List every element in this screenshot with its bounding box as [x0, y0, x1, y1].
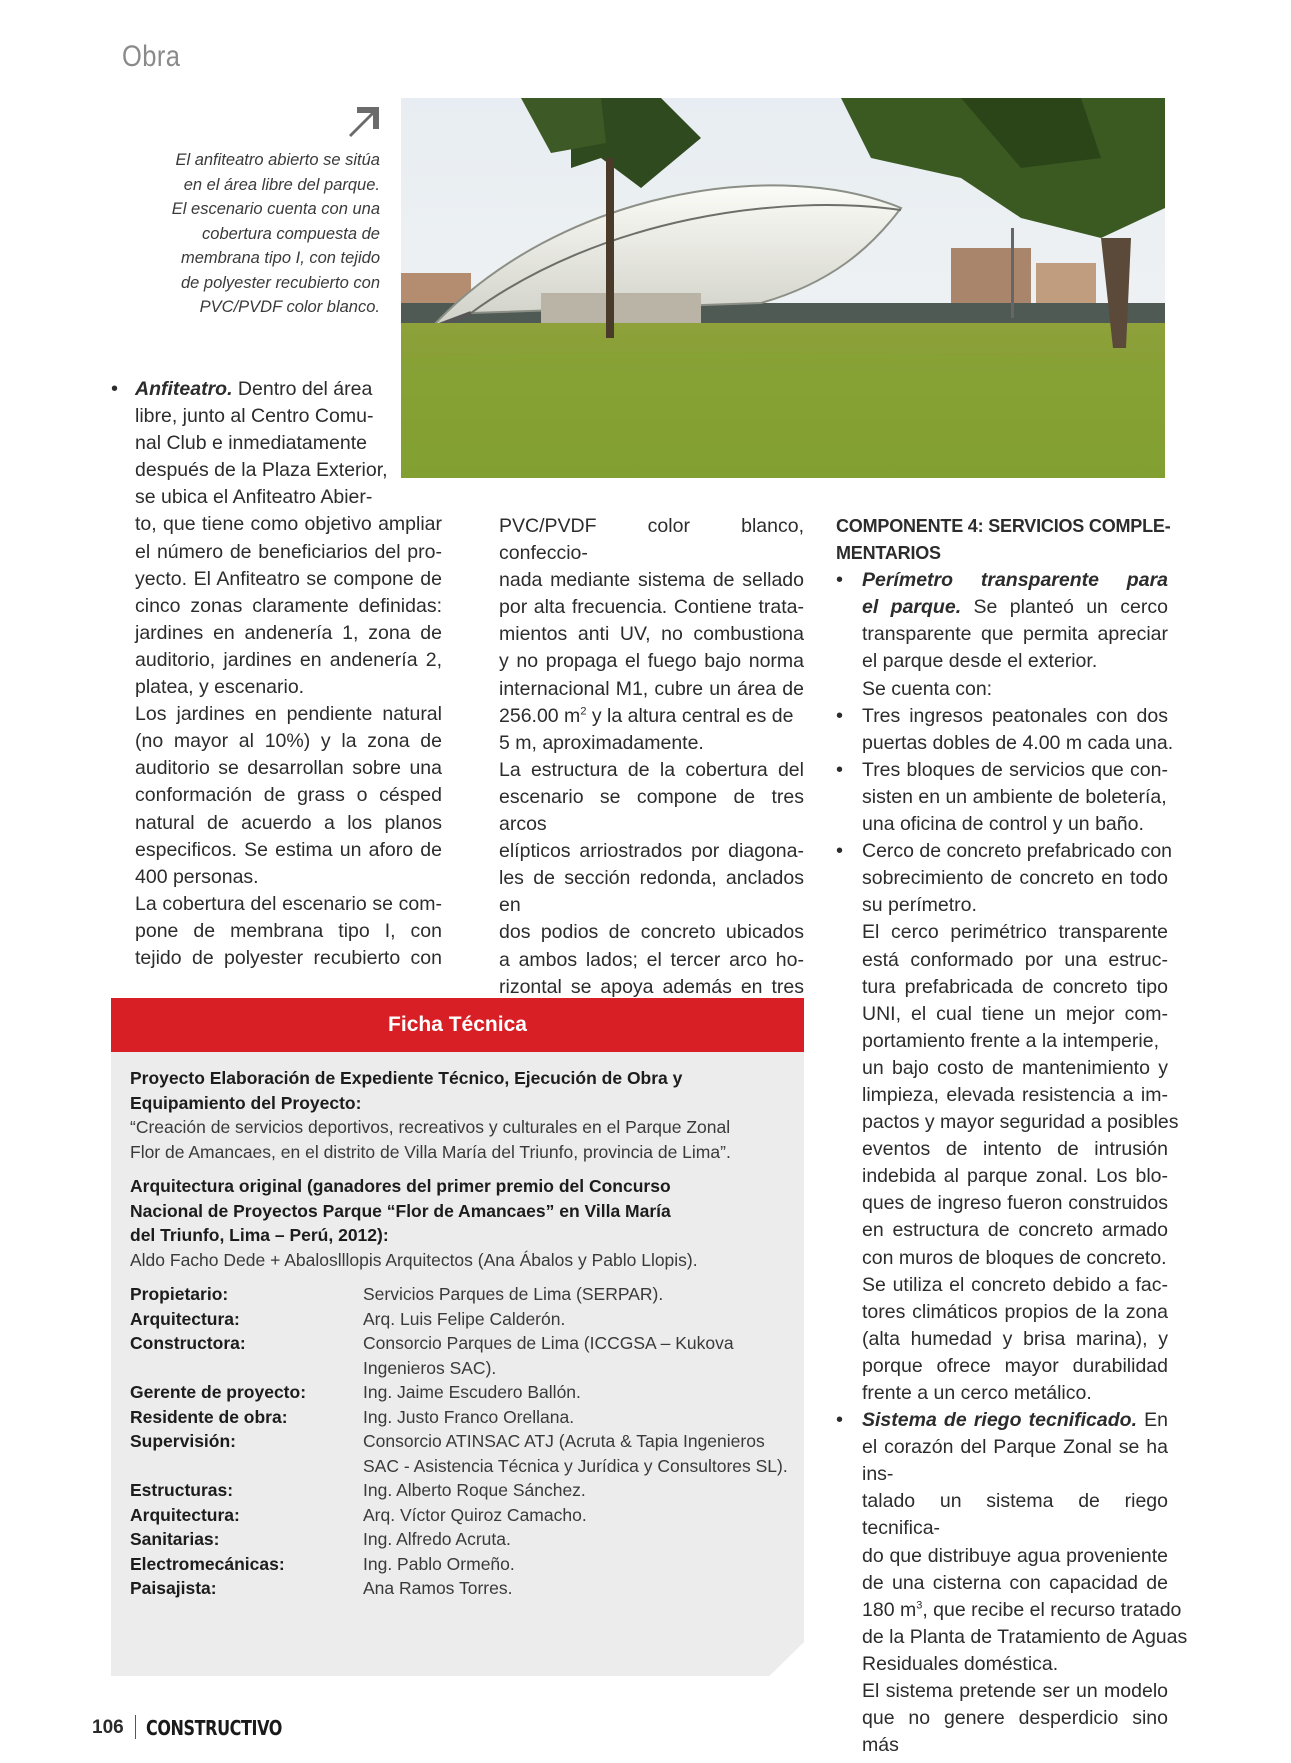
row-key: Estructuras:: [130, 1480, 234, 1500]
term-anfiteatro: Anfiteatro.: [135, 378, 233, 400]
text-line: libre, junto al Centro Comu-: [135, 405, 374, 428]
spacer: [130, 1164, 790, 1174]
text-line: pactos y mayor seguridad a posibles: [862, 1111, 1179, 1134]
row-value: Consorcio Parques de Lima (ICCGSA – Kukova Ingenieros SAC).: [363, 1333, 734, 1378]
bullet-ingresos: [836, 703, 1174, 757]
ficha-row: [130, 1380, 790, 1405]
ficha-tecnica-title: Ficha Técnica: [111, 998, 804, 1052]
row-value: Ana Ramos Torres.: [363, 1578, 513, 1598]
row-key: Electromecánicas:: [130, 1553, 285, 1574]
text: Se planteó un cerco: [961, 596, 1168, 619]
text-line: tejido de polyester recubierto con: [135, 946, 442, 969]
text-line: La cobertura del escenario se com-: [135, 892, 442, 915]
row-key: Propietario:: [130, 1284, 229, 1304]
text-line: [862, 594, 1168, 621]
text-line: to, que tiene como objetivo ampliar: [135, 513, 442, 536]
arq-original-label: Nacional de Proyectos Parque “Flor de Amancaes” en Villa María: [130, 1200, 671, 1221]
row-key: Arquitectura:: [130, 1308, 240, 1329]
column-3-text: [836, 513, 1188, 1759]
ficha-row: [130, 1307, 790, 1332]
text-line: Tres bloques de servicios que con-: [862, 758, 1168, 781]
text-line: con muros de bloques de concreto.: [862, 1246, 1167, 1269]
row-key: Paisajista:: [130, 1578, 217, 1598]
text-line: su perímetro.: [862, 894, 977, 917]
text-line: y no propaga el fuego bajo norma: [499, 650, 804, 673]
ficha-row: [130, 1527, 790, 1552]
project-text: “Creación de servicios deportivos, recreativos y culturales en el Parque Zonal: [130, 1117, 731, 1137]
text-line: les de sección redonda, anclados en: [499, 867, 804, 917]
ficha-row: [130, 1478, 790, 1503]
term-riego: Sistema de riego tecnificado.: [862, 1409, 1137, 1432]
text-line: limpieza, elevada resistencia a im-: [862, 1083, 1168, 1106]
row-value: Ing. Pablo Ormeño.: [363, 1553, 515, 1574]
term-text: el parque.: [862, 596, 962, 619]
bullet-cerco: [836, 838, 1179, 1407]
text-line: 5 m, aproximadamente.: [499, 731, 704, 754]
text-line: el corazón del Parque Zonal se ha ins-: [862, 1436, 1168, 1486]
text-line: dos podios de concreto ubicados: [499, 921, 804, 944]
bullet-dot: •: [836, 1409, 844, 1432]
text-line: una oficina de control y un baño.: [862, 813, 1144, 836]
text-line: UNI, el cual tiene un mejor com-: [862, 1002, 1168, 1025]
text-line: sisten en un ambiente de boletería,: [862, 785, 1167, 808]
section-heading: MENTARIOS: [836, 543, 941, 564]
row-value: Ing. Jaime Escudero Ballón.: [363, 1382, 581, 1402]
text-line: Se utiliza el concreto debido a fac-: [862, 1273, 1168, 1296]
project-label: Equipamiento del Proyecto:: [130, 1092, 362, 1113]
text-line: yecto. El Anfiteatro se compone de: [135, 567, 442, 590]
text-line: tura prefabricada de concreto tipo: [862, 975, 1168, 998]
row-key: Sanitarias:: [130, 1529, 220, 1549]
text-line: tores climáticos propios de la zona: [862, 1300, 1168, 1323]
project-label: Proyecto Elaboración de Expediente Técnico, Ejecución de Obra y: [130, 1068, 683, 1088]
photo-caption: [140, 148, 380, 320]
text-line: especificos. Se estima un aforo de: [135, 838, 442, 861]
ficha-row: [130, 1405, 790, 1430]
text-line: 400 personas.: [135, 865, 259, 888]
page-number: 106: [92, 1717, 124, 1738]
bullet-dot: •: [836, 569, 844, 592]
text-line: (no mayor al 10%) y la zona de: [135, 730, 442, 753]
text-line: se ubica el Anfiteatro Abier-: [135, 486, 373, 509]
term-perimetro: [862, 567, 1168, 594]
bullet-bloques: [836, 757, 1168, 838]
text-line: El sistema pretende ser un modelo: [862, 1680, 1168, 1703]
text-line: auditorio, jardines en andenería 2,: [135, 648, 442, 671]
bullet-dot: •: [836, 758, 844, 781]
section-heading: COMPONENTE 4: SERVICIOS COMPLE-: [836, 516, 1171, 536]
text-line: rizontal se apoya además en tres: [499, 975, 804, 998]
row-value: Servicios Parques de Lima (SERPAR).: [363, 1284, 664, 1304]
text-line: Tres ingresos peatonales con dos: [862, 704, 1168, 727]
text-line: ques de ingreso fueron construidos: [862, 1192, 1168, 1215]
text-line: El cerco perimétrico transparente: [862, 921, 1168, 944]
text-line: cinco zonas claramente definidas:: [135, 594, 442, 617]
row-value: Ing. Justo Franco Orellana.: [363, 1406, 575, 1427]
text-line-area: [499, 703, 804, 730]
arq-original-label: del Triunfo, Lima – Perú, 2012):: [130, 1225, 389, 1245]
text-line: sobrecimiento de concreto en todo: [862, 867, 1168, 890]
caption-line: cobertura compuesta de: [202, 224, 380, 243]
text-line: [862, 1407, 1168, 1434]
row-key: Residente de obra:: [130, 1406, 288, 1427]
text-line: el número de beneficiarios del pro-: [135, 540, 442, 563]
bullet-riego: [836, 1407, 1188, 1759]
column-1-text: [111, 376, 442, 972]
term-text: Perímetro transparente para: [862, 569, 1168, 592]
ficha-row: [130, 1576, 790, 1601]
text-line: escenario se compone de tres arcos: [499, 785, 804, 836]
bullet-dot: •: [836, 840, 844, 863]
text-line: platea, y escenario.: [135, 676, 305, 699]
text-line: conformación de grass o césped: [135, 784, 442, 807]
text-line: internacional M1, cubre un área de: [499, 677, 804, 700]
row-key: Gerente de proyecto:: [130, 1382, 307, 1402]
arq-original-label: Arquitectura original (ganadores del primer premio del Concurso: [130, 1176, 671, 1196]
text-line: porque ofrece mayor durabilidad: [862, 1354, 1168, 1377]
arq-original-text: Aldo Facho Dede + Abaloslllopis Arquitectos (Ana Ábalos y Pablo Llopis).: [130, 1249, 698, 1270]
project-text: Flor de Amancaes, en el distrito de Villa María del Triunfo, provincia de Lima”.: [130, 1141, 731, 1162]
ficha-tecnica-body: [130, 1066, 790, 1601]
text: Dentro del área: [232, 378, 373, 400]
row-value: Ing. Alfredo Acruta.: [363, 1529, 511, 1549]
footer-divider: [135, 1715, 136, 1739]
text-line: de la Planta de Tratamiento de Aguas: [862, 1625, 1188, 1648]
text-line: indebida al parque zonal. Los blo-: [862, 1165, 1168, 1188]
text-line: eventos de intento de intrusión: [862, 1138, 1168, 1161]
ficha-row: [130, 1282, 790, 1307]
row-value: Arq. Luis Felipe Calderón.: [363, 1308, 566, 1329]
text-line: Los jardines en pendiente natural: [135, 703, 442, 726]
caption-line: El anfiteatro abierto se sitúa: [175, 151, 380, 169]
text-line: después de la Plaza Exterior,: [135, 459, 388, 482]
text-line: puertas dobles de 4.00 m cada una.: [862, 731, 1174, 754]
spacer: [130, 1272, 790, 1282]
text-line: está conformado por una estruc-: [862, 948, 1168, 971]
text-line: transparente que permita apreciar: [862, 623, 1168, 646]
text-line: que no genere desperdicio sino más: [862, 1707, 1168, 1757]
text-line: Cerco de concreto prefabricado con: [862, 840, 1173, 863]
bullet-perimetro: [836, 567, 1168, 702]
text-line: portamiento frente a la intemperie,: [862, 1029, 1159, 1052]
bullet-dot: •: [111, 378, 119, 400]
text-line: mientos anti UV, no combustiona: [499, 623, 804, 646]
text-line: un bajo costo de mantenimiento y: [862, 1056, 1168, 1079]
ficha-row: [130, 1552, 790, 1577]
amphitheater-photo: [401, 98, 1165, 478]
ficha-row: [130, 1331, 790, 1380]
caption-line: membrana tipo I, con tejido: [180, 249, 380, 267]
column-2-text: [499, 513, 804, 1055]
text: En: [1137, 1409, 1168, 1432]
text-line: de una cisterna con capacidad de: [862, 1571, 1168, 1594]
text-line: Se cuenta con:: [862, 677, 993, 700]
row-value: Consorcio ATINSAC ATJ (Acruta & Tapia Ingenieros SAC - Asistencia Técnica y Jurídica y Consultores SL).: [363, 1431, 788, 1476]
row-key: Arquitectura:: [130, 1504, 240, 1525]
row-key: Supervisión:: [130, 1431, 236, 1451]
text-line: el parque desde el exterior.: [862, 650, 1098, 673]
text-line: nada mediante sistema de sellado: [499, 569, 804, 592]
text-line: a ambos lados; el tercer arco ho-: [499, 948, 804, 971]
magazine-brand: CONSTRUCTIVO: [146, 1716, 282, 1740]
text-line: por alta frecuencia. Contiene trata-: [499, 596, 804, 619]
ficha-row: [130, 1503, 790, 1528]
caption-line: El escenario cuenta con una: [171, 200, 380, 218]
arrow-up-right-icon: [345, 103, 383, 141]
ficha-row: [130, 1429, 790, 1478]
bullet-first-line: [135, 376, 442, 403]
text-line: en estructura de concreto armado: [862, 1219, 1168, 1242]
text-line: do que distribuye agua proveniente: [862, 1544, 1168, 1567]
text-line: auditorio se desarrollan sobre una: [135, 757, 442, 780]
volume-value: 180 m: [862, 1598, 917, 1621]
text-line: natural de acuerdo a los planos: [135, 811, 442, 834]
text-line: PVC/PVDF color blanco, confeccio-: [499, 515, 804, 565]
text-line: talado un sistema de riego tecnifica-: [862, 1490, 1168, 1540]
text-line: Residuales doméstica.: [862, 1652, 1059, 1675]
text-line: (alta humedad y brisa marina), y: [862, 1327, 1168, 1350]
text-line-volume: [862, 1597, 1182, 1624]
row-value: Arq. Víctor Quiroz Camacho.: [363, 1504, 587, 1525]
area-superscript: 2: [580, 705, 587, 718]
caption-line: de polyester recubierto con: [180, 273, 380, 292]
ficha-rows: [130, 1282, 790, 1601]
text-line: nal Club e inmediatamente: [135, 432, 367, 455]
area-value: 256.00 m: [499, 704, 581, 727]
text-line: pone de membrana tipo I, con: [135, 919, 442, 942]
area-rest: y la altura central es de: [586, 704, 794, 727]
section-label: Obra: [122, 40, 181, 73]
text-line: La estructura de la cobertura del: [499, 758, 804, 781]
row-value: Ing. Alberto Roque Sánchez.: [363, 1480, 586, 1500]
bullet-dot: •: [836, 704, 844, 727]
caption-line: en el área libre del parque.: [183, 175, 380, 194]
row-key: Constructora:: [130, 1333, 246, 1353]
caption-line: PVC/PVDF color blanco.: [199, 298, 380, 316]
volume-superscript: 3: [916, 1599, 923, 1612]
volume-rest: , que recibe el recurso tratado: [922, 1598, 1182, 1621]
text-line: jardines en andenería 1, zona de: [135, 621, 442, 644]
text-line: elípticos arriostrados por diagona-: [499, 840, 804, 863]
text-line: frente a un cerco metálico.: [862, 1382, 1092, 1404]
